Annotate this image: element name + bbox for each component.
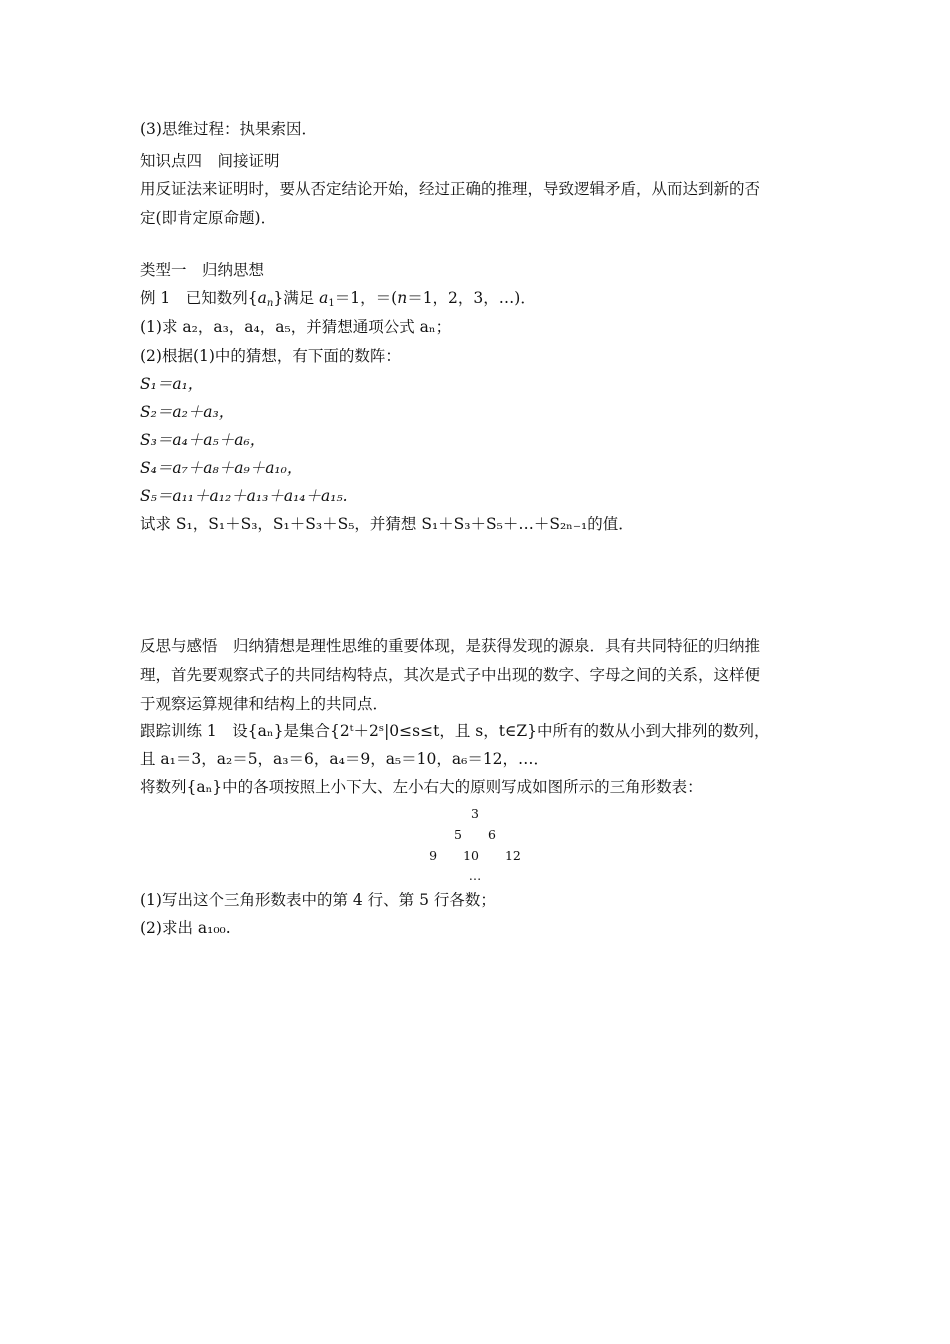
equation-s1: S₁＝a₁， xyxy=(140,375,204,393)
triangle-row-3: 9 10 12 xyxy=(429,848,521,863)
triangle-ellipsis: … xyxy=(468,868,482,883)
line-thinking-process: (3)思维过程：执果索因． xyxy=(140,120,317,138)
reflection-line-3: 于观察运算规律和结构上的共同点． xyxy=(140,695,389,713)
practice-1-sequence: 且 a₁＝3，a₂＝5，a₃＝6，a₄＝9，a₅＝10，a₆＝12，…． xyxy=(140,750,550,768)
equation-s4: S₄＝a₇＋a₈＋a₉＋a₁₀， xyxy=(140,459,303,477)
example-1-question: 试求 S₁，S₁＋S₃，S₁＋S₃＋S₅，并猜想 S₁＋S₃＋S₅＋…＋S₂ₙ₋₁的值． xyxy=(140,515,634,533)
paragraph-indirect-proof-1: 用反证法来证明时，要从否定结论开始，经过正确的推理，导致逻辑矛盾，从而达到新的否 xyxy=(140,180,761,198)
heading-type-1: 类型一 归纳思想 xyxy=(140,261,265,279)
equation-s3: S₃＝a₄＋a₅＋a₆， xyxy=(140,431,266,449)
reflection-line-2: 理，首先要观察式子的共同结构特点，其次是式子中出现的数字、字母之间的关系，这样便 xyxy=(140,666,761,684)
equation-s5: S₅＝a₁₁＋a₁₂＋a₁₃＋a₁₄＋a₁₅. xyxy=(140,487,348,505)
triangle-row-1: 3 xyxy=(471,806,479,821)
practice-1-statement: 跟踪训练 1 设{aₙ}是集合{2ᵗ＋2ˢ|0≤s≤t，且 s，t∈Z}中所有的数从小到大排列的数列， xyxy=(140,722,770,740)
example-1-part-1: (1)求 a₂，a₃，a₄，a₅，并猜想通项公式 aₙ； xyxy=(140,318,452,336)
reflection-line-1: 反思与感悟 归纳猜想是理性思维的重要体现，是获得发现的源泉．具有共同特征的归纳推 xyxy=(140,637,761,655)
example-1-part-2: (2)根据(1)中的猜想，有下面的数阵： xyxy=(140,347,401,365)
paragraph-indirect-proof-2: 定(即肯定原命题)． xyxy=(140,209,277,227)
practice-1-part-1: (1)写出这个三角形数表中的第 4 行、第 5 行各数； xyxy=(140,891,496,909)
triangle-row-2: 5 6 xyxy=(454,827,496,842)
heading-knowledge-point-4: 知识点四 间接证明 xyxy=(140,152,280,170)
example-1-statement: 例 1 已知数列$\{a_n\}$满足 $a_1=1$，＝(n＝1，2，3，…)． xyxy=(140,289,536,309)
practice-1-part-2: (2)求出 a₁₀₀. xyxy=(140,919,231,937)
equation-s2: S₂＝a₂＋a₃， xyxy=(140,403,235,421)
practice-1-instruction: 将数列{aₙ}中的各项按照上小下大、左小右大的原则写成如图所示的三角形数表： xyxy=(140,778,703,796)
